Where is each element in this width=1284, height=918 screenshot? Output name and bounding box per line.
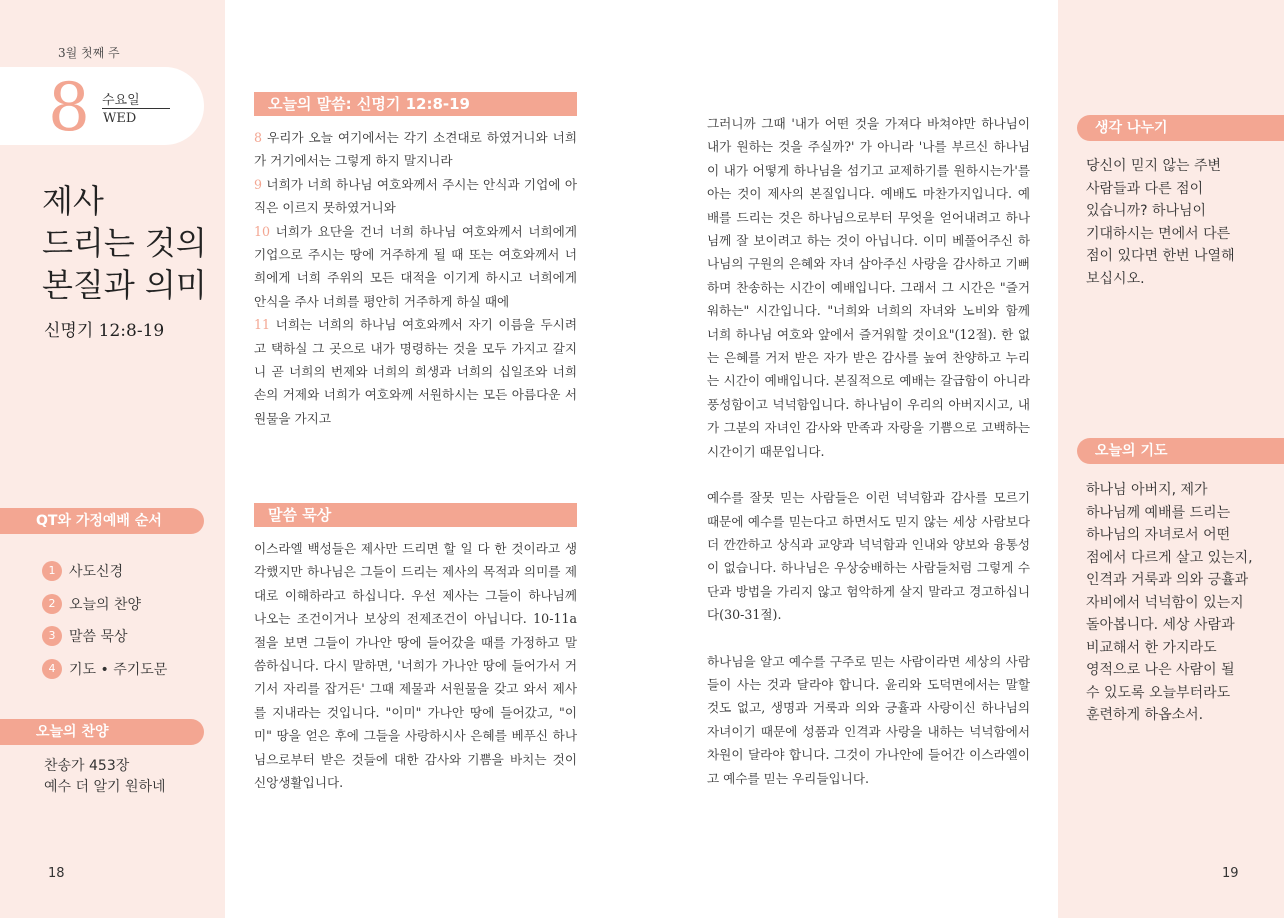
body-paragraph: 그러니까 그때 '내가 어떤 것을 가져다 바쳐야만 하나님이 내가 원하는 것을 주실까?' 가 아니라 '나를 부르신 하나님이 내가 어떻게 하나님을 섬기고 교제하기를 원하시는가'를 아는 것이 제사의 본질입니다. 예배도 마찬가지입니다. 예배를 드리는 것은 하나님으로부터 무엇을 얻어내려고 하나님께 잘 보이려고 하는 것이 아닙니다. 이미 베풀어주신 하나님의 구원의 은혜와 자녀 삼아주신 사랑을 감사하고 기뻐하며 찬송하는 시간이 예배입니다. 그래서 그 시간은 "즐거워하는" 시간입니다. "너희와 너희의 자녀와 노비와 함께 너희 하나님 여호와 앞에서 즐거워할 것이요"(12절). 한 없는 은혜를 거저 받은 자가 받은 감사를 높여 찬양하고 누리는 시간이 예배입니다. 본질적으로 예배는 갈급함이 아니라 풍성함이고 넉넉함입니다. 하나님이 우리의 아버지시고, 내가 그분의 자녀인 감사와 만족과 자랑을 기쁨으로 고백하는 시간이기 때문입니다. [707, 116, 1030, 459]
order-item [42, 653, 167, 686]
step-number-badge: 2 [42, 594, 62, 614]
share-thoughts-header: 생각 나누기 [1077, 115, 1284, 141]
verse-text: 너희는 너희의 하나님 여호와께서 자기 이름을 두시려고 택하실 그 곳으로 내가 명령하는 것을 모두 가지고 갈지니 곧 너희의 번제와 너희의 희생과 너희의 십일조와 너희 손의 거제와 너희가 여호와께 서원하시는 모든 아름다운 서원물을 가지고 [254, 317, 577, 426]
meditation-header: 말씀 묵상 [254, 503, 577, 527]
body-paragraph: 예수를 잘못 믿는 사람들은 이런 넉넉함과 감사를 모르기 때문에 예수를 믿는다고 하면서도 믿지 않는 세상 사람보다 더 깐깐하고 상식과 교양과 넉넉함과 인내와 양보와 융통성이 없습니다. 하나님은 우상숭배하는 사람들처럼 그렇게 수단과 방법을 가리지 않고 험악하게 살지 말라고 경고하십니다(30-31절). [707, 490, 1030, 623]
page-title: 제사 드리는 것의 본질과 의미 [42, 182, 207, 304]
verse-number: 10 [254, 223, 271, 239]
order-item-label: 말씀 묵상 [69, 629, 128, 646]
date-divider [102, 108, 170, 109]
todays-prayer-header: 오늘의 기도 [1077, 438, 1284, 464]
step-number-badge: 4 [42, 659, 62, 679]
verse-text: 우리가 오늘 여기에서는 각기 소견대로 하였거니와 너희가 거기에서는 그렇게 하지 말지니라 [254, 130, 577, 169]
verse-number: 9 [254, 176, 263, 192]
meditation-text: 이스라엘 백성들은 제사만 드리면 할 일 다 한 것이라고 생각했지만 하나님은 그들이 드리는 제사의 목적과 의미를 제대로 이해하라고 하십니다. 우선 제사는 그들이 하나님께 나오는 조건이거나 보상의 전제조건이 아닙니다. 10-11a절을 보면 그들이 가나안 땅에 들어갔을 때를 가정하고 말씀하십니다. 다시 말하면, '너희가 가나안 땅에 들어가서 거기서 자리를 잡거든' 그때 제물과 서원물을 갖고 와서 제사를 지내라는 것입니다. "이미" 가나안 땅에 들어갔고, "이미" 땅을 얻은 후에 그들을 사랑하시사 은혜를 베푸신 하나님으로부터 받은 것들에 대한 감사와 기쁨을 바치는 것이 신앙생활입니다. [254, 541, 577, 791]
todays-prayer-text: 하나님 아버지, 제가 하나님께 예배를 드리는 하나님의 자녀로서 어떤 점에서 다르게 살고 있는지, 인격과 거룩과 의와 긍휼과 자비에서 넉넉함이 있는지 돌아봅니다. 세상 사람과 비교해서 한 가지라도 영적으로 나은 사람이 될 수 있도록 오늘부터라도 훈련하게 하옵소서. [1086, 482, 1253, 723]
hymn-title: 예수 더 알기 원하네 [44, 779, 166, 795]
order-item [42, 588, 167, 621]
page-number-right: 19 [1222, 866, 1239, 881]
order-item-label: 기도 • 주기도문 [69, 661, 168, 678]
order-item [42, 555, 167, 588]
weekday-english: WED [103, 111, 137, 126]
hymn-info [44, 756, 166, 798]
verse-number: 8 [254, 130, 263, 145]
hymn-header: 오늘의 찬양 [0, 719, 204, 745]
step-number-badge: 1 [42, 561, 62, 581]
scripture-passage [254, 126, 577, 430]
qt-order-list [42, 555, 167, 685]
share-thoughts-text: 당신이 믿지 않는 주변 사람들과 다른 점이 있습니까? 하나님이 기대하시는 면에서 다른 점이 있다면 한번 나열해 보십시오. [1086, 158, 1235, 287]
page-number-left: 18 [48, 866, 65, 881]
order-item-label: 오늘의 찬양 [69, 596, 142, 613]
verse-text: 너희가 너희 하나님 여호와께서 주시는 안식과 기업에 아직은 이르지 못하였거니와 [254, 176, 577, 216]
hymn-number: 찬송가 453장 [44, 758, 130, 774]
order-item-label: 사도신경 [69, 564, 124, 581]
verse-number: 11 [254, 317, 271, 333]
verse-text: 너희가 요단을 건너 너희 하나님 여호와께서 너희에게 기업으로 주시는 땅에 거주하게 될 때 또는 여호와께서 너희에게 너희 주위의 모든 대적을 이기게 하시고 너희에게 안식을 주사 너희를 평안히 거주하게 하실 때에 [254, 223, 577, 309]
day-number: 8 [48, 69, 90, 146]
weekday-korean: 수요일 [102, 93, 140, 108]
todays-word-header: 오늘의 말씀: 신명기 12:8-19 [254, 92, 577, 116]
body-paragraph: 하나님을 알고 예수를 구주로 믿는 사람이라면 세상의 사람들이 사는 것과 달라야 합니다. 윤리와 도덕면에서는 말할 것도 없고, 생명과 거룩과 의와 긍휼과 사랑이신 하나님의 자녀이기 때문에 성품과 인격과 사랑을 내하는 넉넉함에서 차원이 달라야 합니다. 그것이 가나안에 들어간 이스라엘이고 예수를 믿는 우리들입니다. [707, 653, 1030, 786]
reflection-body [707, 112, 1030, 813]
week-label: 3월 첫째 주 [58, 46, 120, 60]
order-item [42, 620, 167, 653]
qt-order-header: QT와 가정예배 순서 [0, 508, 204, 534]
scripture-reference: 신명기 12:8-19 [44, 321, 165, 341]
step-number-badge: 3 [42, 626, 62, 646]
